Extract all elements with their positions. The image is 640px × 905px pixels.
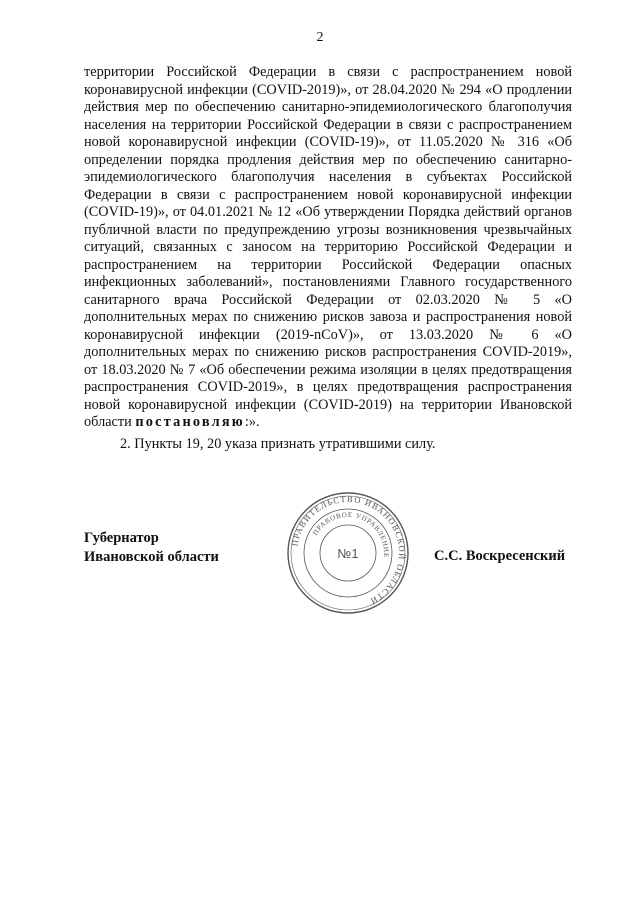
signature-title-line-2: Ивановской области — [84, 549, 219, 565]
document-body — [84, 64, 572, 453]
seal-outer-text: ПРАВИТЕЛЬСТВО ИВАНОВСКОЙ ОБЛАСТИ — [289, 493, 408, 607]
signature-title-line-1: Губернатор — [84, 530, 159, 546]
paragraph-item-2: 2. Пункты 19, 20 указа признать утратившими силу. — [120, 435, 436, 452]
paragraph-main — [84, 64, 572, 432]
page-number: 2 — [316, 30, 324, 45]
signatory-name: С.С. Воскресенский — [434, 548, 566, 564]
official-seal — [286, 491, 410, 615]
seal-inner-text: ПРАВОВОЕ УПРАВЛЕНИЕ — [311, 510, 391, 559]
signature-title — [84, 529, 219, 567]
decree-word: постановляю — [135, 414, 245, 430]
seal-stamp-icon — [286, 491, 410, 615]
main-text: территории Российской Федерации в связи с распространением новой коронавирусной инфекции (COVID-2019)», от 28.04.2020 № 294 «О продлении действия мер по обеспечению санитарно-эпидемиологического благополучия населения на территории Российской Федерации в связи с распространением новой коронавирусной инфекции (COVID-19)», от 11.05.2020 № 316 «Об определении порядка продления действия мер по обеспечению санитарно-эпидемиологического благополучия населения в субъектах Российской Федерации в связи с распространением новой коронавирусной инфекции (COVID-19)», от 04.01.2021 № 12 «Об утверждении Порядка действий органов публичной власти по предупреждению угрозы возникновения чрезвычайных ситуаций, связанных с заносом на территорию Российской Федерации и распространением на территории Российской Федерации опасных инфекционных заболеваний», постановлениями Главного государственного санитарного врача Российской Федерации от 02.03.2020 № 5 «О дополнительных мерах по снижению рисков завоза и распространения новой коронавирусной инфекции (2019-nCoV)», от 13.03.2020 № 6 «О дополнительных мерах по снижению рисков распространения COVID-2019», от 18.03.2020 № 7 «Об обеспечении режима изоляции в целях предотвращения распространения COVID-2019», в целях предотвращения распространения новой коронавирусной инфекции (COVID-2019) на территории Ивановской области — [84, 64, 572, 430]
decree-end: :». — [244, 414, 260, 430]
seal-center-text: №1 — [337, 546, 359, 561]
